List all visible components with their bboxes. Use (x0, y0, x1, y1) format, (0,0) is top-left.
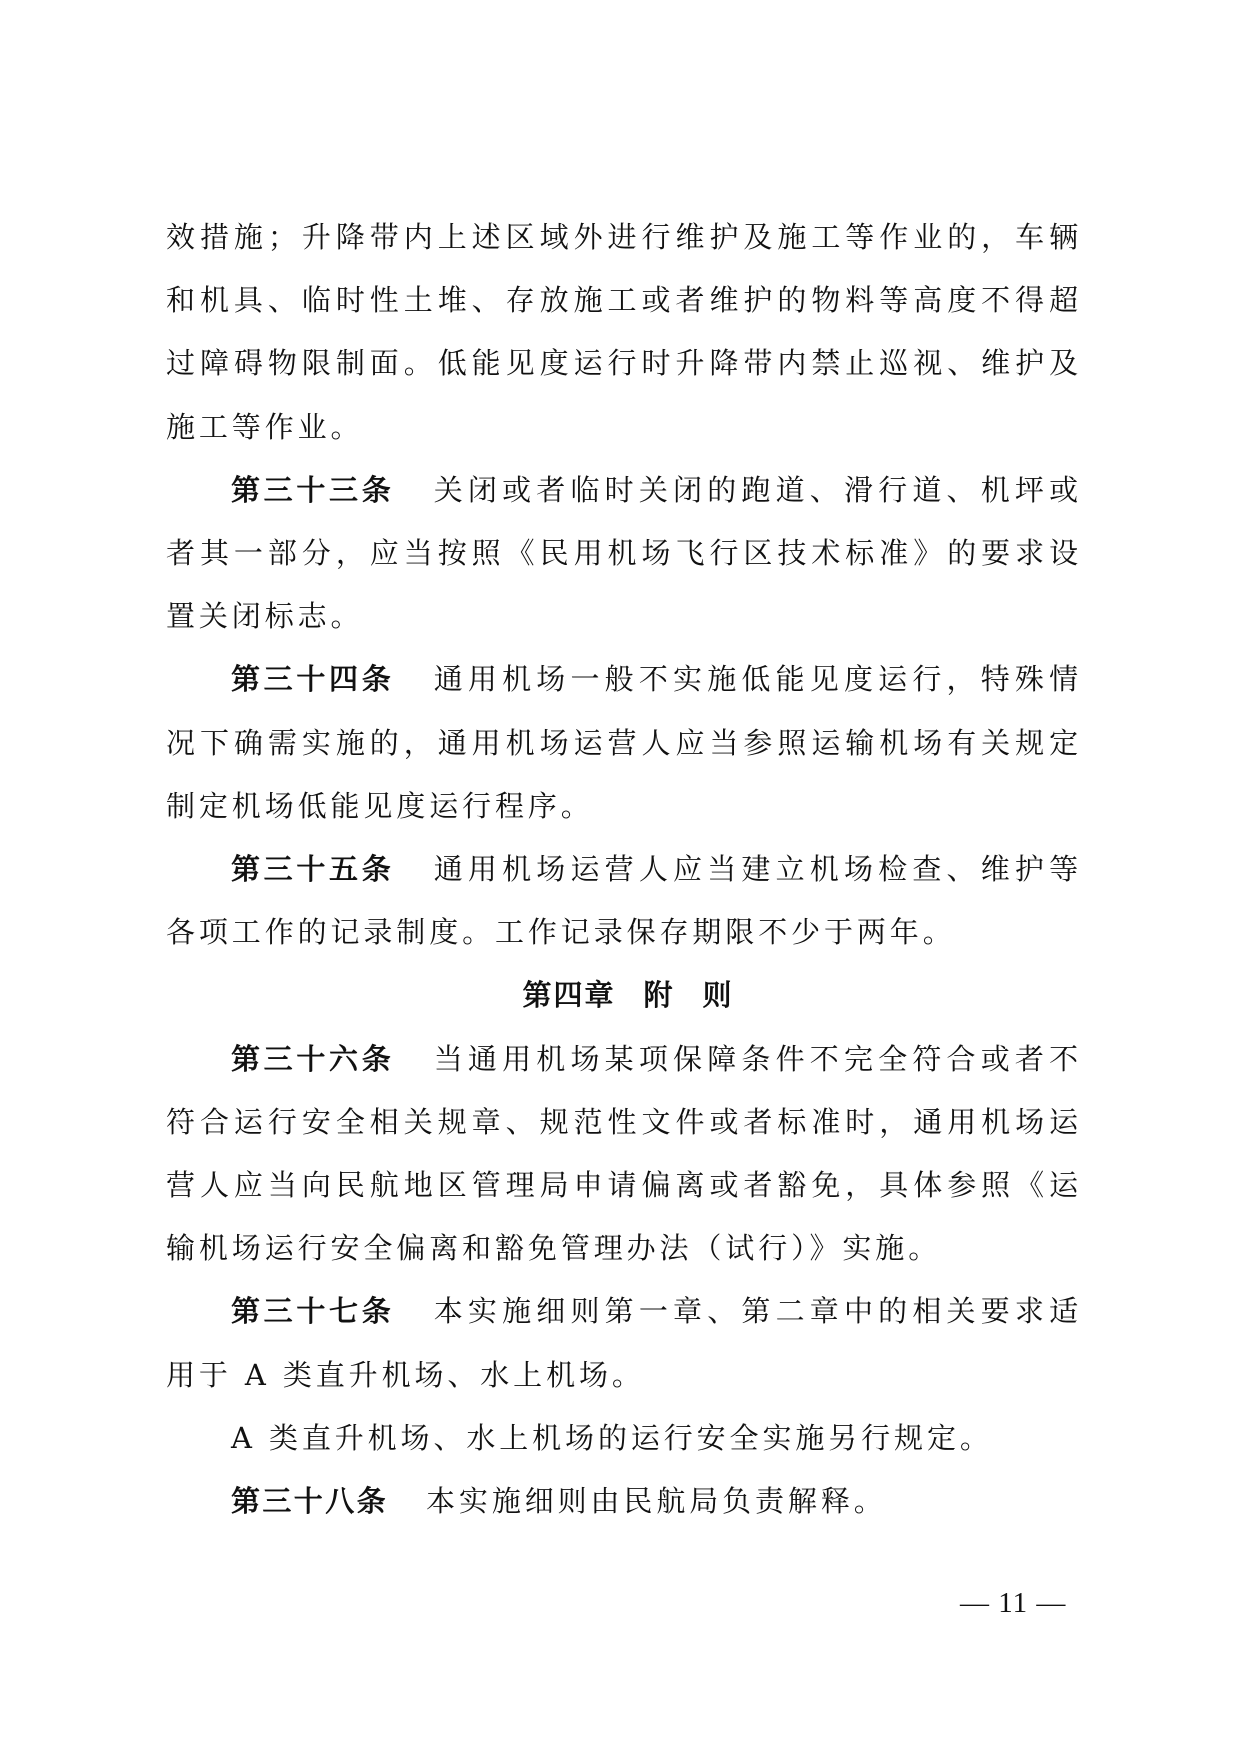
article-text: 通用机场运营人应当建立机场检查、维护等各项工作的记录制度。工作记录保存期限不少于两年。 (166, 852, 1082, 950)
article-text: 本实施细则第一章、第二章中的相关要求适用于 A 类直升机场、水上机场。 (166, 1294, 1082, 1392)
paragraph-text: 效措施；升降带内上述区域外进行维护及施工等作业的，车辆和机具、临时性土堆、存放施工或者维护的物料等高度不得超过障碍物限制面。低能见度运行时升降带内禁止巡视、维护及施工等作业。 (166, 220, 1082, 444)
article-label: 第三十八条 (231, 1484, 389, 1519)
chapter-title-char: 则 (702, 978, 734, 1013)
article-text: 本实施细则由民航局负责解释。 (426, 1484, 887, 1519)
article-text: 通用机场一般不实施低能见度运行，特殊情况下确需实施的，通用机场运营人应当参照运输机场有关规定制定机场低能见度运行程序。 (166, 662, 1082, 823)
chapter-number: 第四章 (522, 978, 616, 1013)
article-text: 关闭或者临时关闭的跑道、滑行道、机坪或者其一部分，应当按照《民用机场飞行区技术标准》的要求设置关闭标志。 (166, 472, 1082, 634)
paragraph-text: A 类直升机场、水上机场的运行安全实施另行规定。 (231, 1420, 993, 1455)
article-34 (166, 648, 1082, 838)
article-text: 当通用机场某项保障条件不完全符合或者不符合运行安全相关规章、规范性文件或者标准时，通用机场运营人应当向民航地区管理局申请偏离或者豁免，具体参照《运输机场运行安全偏离和豁免管理办法（试行）》实施。 (166, 1041, 1082, 1266)
article-37-paragraph-2 (166, 1407, 1082, 1470)
page-number: — 11 — (960, 1587, 1067, 1619)
article-35 (166, 838, 1082, 964)
article-label: 第三十六条 (231, 1041, 395, 1076)
chapter-heading (166, 964, 1082, 1027)
chapter-title-char: 附 (643, 978, 675, 1013)
article-label: 第三十七条 (231, 1294, 395, 1329)
paragraph-continuation (166, 206, 1082, 459)
article-label: 第三十四条 (231, 662, 395, 697)
article-label: 第三十三条 (231, 472, 395, 507)
article-37 (166, 1280, 1082, 1406)
article-36 (166, 1028, 1082, 1281)
document-body (166, 206, 1082, 1533)
article-33 (166, 459, 1082, 649)
article-38 (166, 1470, 1082, 1533)
article-label: 第三十五条 (231, 852, 395, 887)
